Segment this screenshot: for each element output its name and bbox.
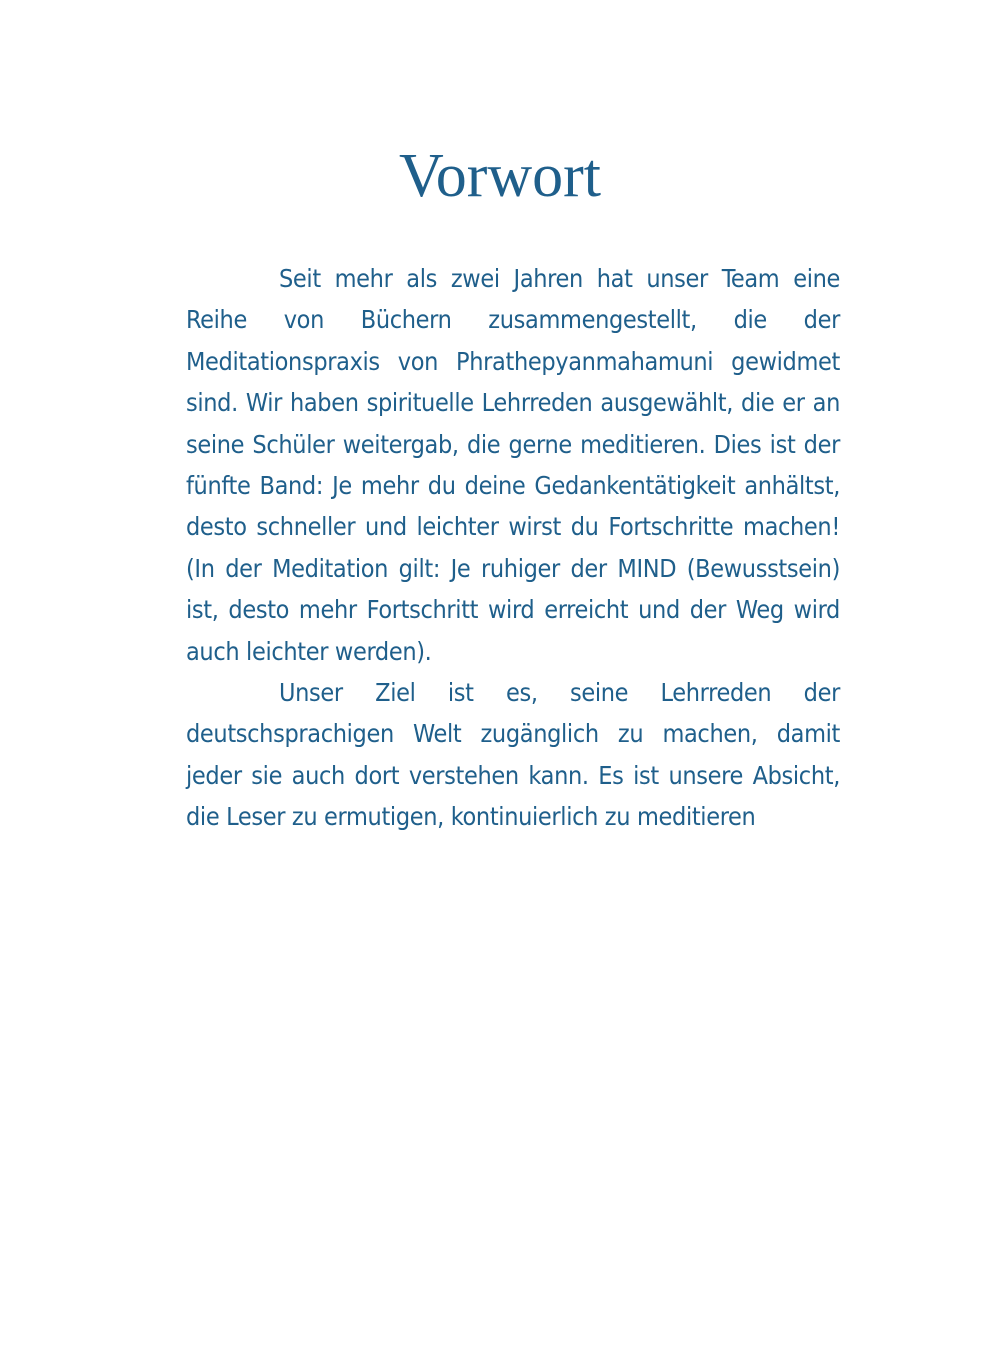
page-title: Vorwort [398,142,602,210]
paragraph-1: Seit mehr als zwei Jahren hat unser Team eine Reihe von Büchern zusammengestellt, die der Meditationspraxis von Phrathepyanmahamuni gewidmet sind. Wir haben spirituelle Lehrreden ausgewählt, die er an seine Schüler weitergab, die gerne meditieren. Dies ist der fünfte Band: Je mehr du deine Gedankentätigkeit anhältst, desto schneller und leichter wirst du Fortschritte machen! (In der Meditation gilt: Je ruhiger der MIND (Bewusstsein) ist, desto mehr Fortschritt wird erreicht und der Weg wird auch leichter werden). [186,264,840,666]
body-text [186,258,840,838]
paragraph-2: Unser Ziel ist es, seine Lehrreden der deutschsprachigen Welt zugänglich zu machen, damit jeder sie auch dort verstehen kann. Es ist unsere Absicht, die Leser zu ermutigen, kontinuierlich zu meditieren [186,678,840,832]
